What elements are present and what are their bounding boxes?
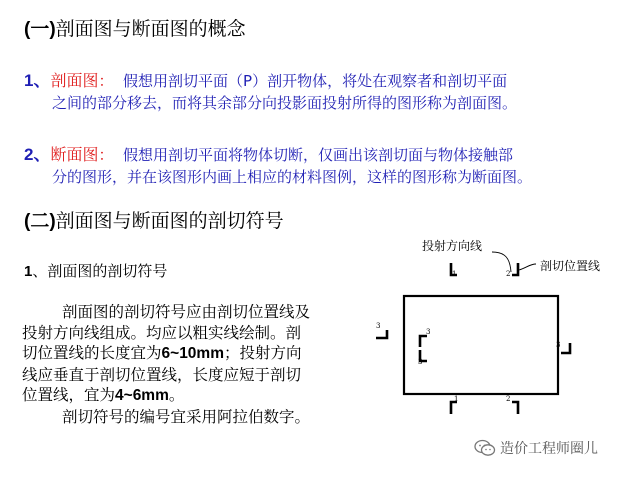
definition-number: 2、 [24,145,51,164]
cutting-symbol-paragraph [22,302,362,427]
cutting-symbol-top-right [512,263,518,275]
cutting-symbol-left-outer [376,330,387,338]
wechat-icon [474,439,496,457]
cutting-symbol-diagram [360,230,640,430]
watermark [474,438,598,458]
definition-text-line1: 假想用剖切平面（P）剖开物体，将处在观察者和剖切平面 [123,72,508,90]
para-line: 位置线，宜为4~6mm。 [22,386,185,404]
symbol-number: 3 [418,358,423,366]
definition-text-line2: 分的图形，并在该图形内画上相应的材料图例，这样的图形称为断面图。 [52,168,533,186]
para-value: 4~6mm [115,387,169,404]
symbol-number: 1 [454,395,459,403]
definition-section-view [24,70,517,114]
definition-term: 断面图 [50,145,99,164]
leader-line-projection [492,252,511,272]
para-value: 6~10mm [161,345,224,362]
cutting-symbol-right [561,343,570,353]
object-outline [404,296,561,394]
para-line: 线应垂直于剖切位置线，长度应短于剖切 [22,365,302,384]
definition-text-line1: 假想用剖切平面将物体切断，仅画出该剖切面与物体接触部 [123,146,514,164]
section-title: 剖面图与断面图的剖切符号 [55,210,284,232]
cutting-symbol-bottom-left [451,402,457,414]
para-line: 投射方向线组成。均应以粗实线绘制。剖 [22,323,302,342]
symbol-number: 2 [506,270,511,278]
definition-text-line2: 之间的部分移去，而将其余部分向投影面投射所得的图形称为剖面图。 [52,94,518,112]
section-heading-2 [24,208,284,235]
definition-number: 1、 [24,71,51,90]
symbol-number: 3 [556,341,561,349]
label-projection-line: 投射方向线 [422,239,483,253]
definition-cross-section [24,144,532,188]
subheading-title: 、剖面图的剖切符号 [32,262,168,280]
leader-line-position [519,264,536,270]
watermark-text: 造价工程师圈儿 [500,441,598,457]
section-title: 剖面图与断面图的概念 [55,18,246,40]
subheading-number: 1 [24,263,33,280]
subheading [24,260,167,283]
symbol-number: 2 [506,395,511,403]
term-separator: ： [98,146,114,164]
section-number: (一) [24,19,56,40]
label-position-line: 剖切位置线 [540,259,601,273]
symbol-number: 3 [426,328,431,336]
para-line: 剖面图的剖切符号应由剖切位置线及 [62,303,311,321]
term-separator: ： [98,72,114,90]
para-line: 剖切符号的编号宜采用阿拉伯数字。 [62,407,311,426]
section-number: (二) [24,211,56,232]
symbol-number: 3 [376,322,381,330]
cutting-symbol-inner-top [420,336,427,347]
definition-term: 剖面图 [50,71,99,90]
section-heading-1 [24,16,246,43]
cutting-symbol-bottom-right [512,402,518,414]
symbol-number: 1 [452,270,457,278]
para-line: 切位置线的长度宜为6~10mm；投射方向 [22,344,302,362]
